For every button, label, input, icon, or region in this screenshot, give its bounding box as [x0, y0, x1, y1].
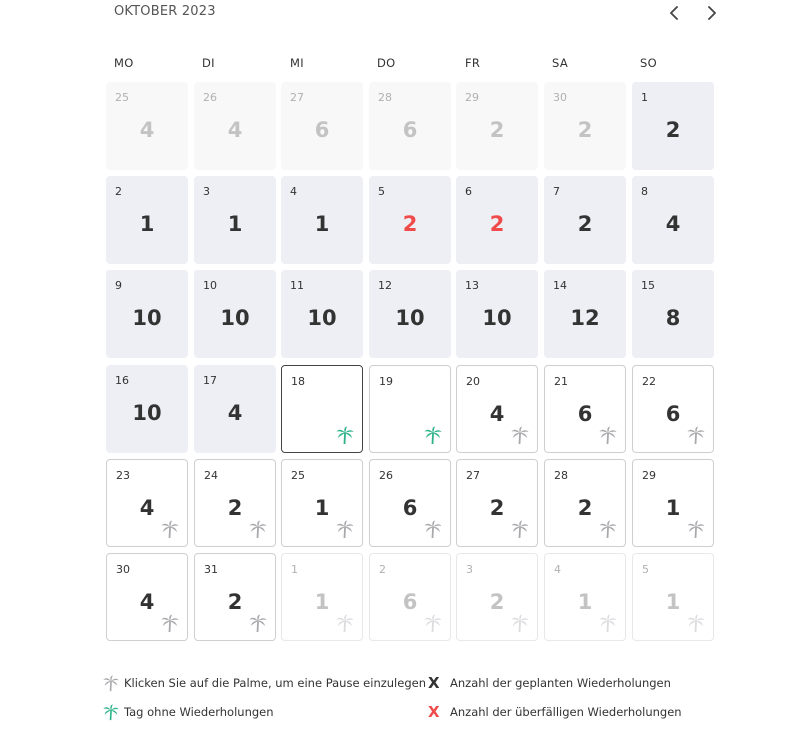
- palm-inactive-icon[interactable]: [686, 519, 706, 539]
- legend-rest-day-text: Tag ohne Wiederholungen: [124, 705, 274, 719]
- day-number: 11: [290, 279, 304, 292]
- palm-inactive-icon[interactable]: [423, 519, 443, 539]
- day-number: 15: [641, 279, 655, 292]
- calendar-day-cell: [106, 365, 188, 453]
- day-number: 24: [204, 469, 218, 482]
- palm-inactive-icon[interactable]: [248, 613, 268, 633]
- calendar-day-cell: [106, 270, 188, 358]
- planned-count: 1: [314, 590, 330, 614]
- planned-count: 2: [665, 118, 681, 142]
- weekday-label: SO: [640, 56, 657, 70]
- day-number: 1: [291, 563, 298, 576]
- day-number: 4: [554, 563, 561, 576]
- calendar-day-cell[interactable]: [194, 553, 276, 641]
- calendar-day-cell: [281, 176, 363, 264]
- day-number: 12: [378, 279, 392, 292]
- calendar-day-cell: [194, 270, 276, 358]
- planned-count: 2: [577, 212, 593, 236]
- planned-count: 10: [220, 306, 250, 330]
- calendar-day-cell: [456, 82, 538, 170]
- day-number: 26: [203, 91, 217, 104]
- planned-count: 1: [665, 590, 681, 614]
- calendar-day-cell: [369, 553, 451, 641]
- palm-inactive-icon[interactable]: [160, 613, 180, 633]
- day-number: 27: [290, 91, 304, 104]
- calendar-day-cell: [456, 553, 538, 641]
- planned-count: 4: [227, 401, 243, 425]
- calendar-day-cell[interactable]: [106, 459, 188, 547]
- palm-inactive-icon[interactable]: [510, 519, 530, 539]
- calendar-day-cell[interactable]: [544, 365, 626, 453]
- calendar-day-cell[interactable]: [456, 459, 538, 547]
- day-number: 6: [465, 185, 472, 198]
- calendar-day-cell[interactable]: [632, 365, 714, 453]
- palm-active-icon: [102, 703, 124, 721]
- planned-count: 2: [489, 496, 505, 520]
- day-number: 14: [553, 279, 567, 292]
- planned-count: 6: [402, 118, 418, 142]
- palm-inactive-icon[interactable]: [598, 519, 618, 539]
- planned-count: 1: [665, 496, 681, 520]
- calendar-day-cell[interactable]: [281, 459, 363, 547]
- palm-active-icon[interactable]: [423, 425, 443, 445]
- calendar-day-cell: [632, 82, 714, 170]
- weekday-label: SA: [552, 56, 568, 70]
- legend-rest-day: [102, 703, 274, 721]
- next-month-button[interactable]: [700, 4, 724, 24]
- weekday-label: DO: [377, 56, 396, 70]
- planned-count: 1: [139, 212, 155, 236]
- prev-month-button[interactable]: [662, 4, 686, 24]
- chevron-left-icon: [668, 5, 680, 24]
- calendar-day-cell: [194, 176, 276, 264]
- planned-count: 12: [570, 306, 600, 330]
- legend-planned-text: Anzahl der geplanten Wiederholungen: [450, 676, 671, 690]
- planned-x-mark: X: [428, 674, 440, 692]
- palm-faded-icon: [598, 613, 618, 633]
- day-number: 25: [291, 469, 305, 482]
- planned-count: 1: [227, 212, 243, 236]
- day-number: 5: [642, 563, 649, 576]
- day-number: 28: [554, 469, 568, 482]
- palm-inactive-icon[interactable]: [248, 519, 268, 539]
- planned-count: 6: [314, 118, 330, 142]
- calendar-day-cell: [632, 270, 714, 358]
- planned-count: 10: [395, 306, 425, 330]
- calendar-day-cell[interactable]: [456, 365, 538, 453]
- calendar-day-cell: [632, 176, 714, 264]
- day-number: 7: [553, 185, 560, 198]
- calendar-day-cell[interactable]: [632, 459, 714, 547]
- chevron-right-icon: [706, 5, 718, 24]
- day-number: 10: [203, 279, 217, 292]
- day-number: 2: [115, 185, 122, 198]
- day-number: 9: [115, 279, 122, 292]
- day-number: 21: [554, 375, 568, 388]
- planned-count: 6: [402, 496, 418, 520]
- day-number: 1: [641, 91, 648, 104]
- palm-faded-icon: [423, 613, 443, 633]
- day-number: 20: [466, 375, 480, 388]
- planned-count: 1: [314, 212, 330, 236]
- palm-inactive-icon[interactable]: [510, 425, 530, 445]
- legend-palm-click-text: Klicken Sie auf die Palme, um eine Pause einzulegen: [124, 676, 426, 690]
- day-number: 8: [641, 185, 648, 198]
- planned-count: 4: [139, 590, 155, 614]
- overdue-x-mark: X: [428, 703, 440, 721]
- calendar-day-cell: [369, 176, 451, 264]
- calendar-day-cell[interactable]: [544, 459, 626, 547]
- day-number: 28: [378, 91, 392, 104]
- month-label: OKTOBER 2023: [114, 4, 216, 19]
- day-number: 29: [642, 469, 656, 482]
- legend-overdue-text: Anzahl der überfälligen Wiederholungen: [450, 705, 682, 719]
- palm-faded-icon: [510, 613, 530, 633]
- day-number: 27: [466, 469, 480, 482]
- legend-planned: [428, 674, 671, 692]
- day-number: 30: [116, 563, 130, 576]
- calendar-header: [114, 4, 724, 22]
- day-number: 18: [291, 375, 305, 388]
- palm-active-icon[interactable]: [335, 425, 355, 445]
- planned-count: 6: [577, 402, 593, 426]
- weekday-label: MI: [290, 56, 304, 70]
- planned-count: 1: [577, 590, 593, 614]
- planned-count: 4: [227, 118, 243, 142]
- planned-count: 2: [577, 496, 593, 520]
- planned-count: 10: [132, 401, 162, 425]
- day-number: 30: [553, 91, 567, 104]
- day-number: 19: [379, 375, 393, 388]
- calendar-day-cell: [456, 176, 538, 264]
- planned-count: 2: [489, 118, 505, 142]
- calendar-day-cell: [544, 176, 626, 264]
- calendar-day-cell: [281, 553, 363, 641]
- weekday-label: MO: [114, 56, 134, 70]
- planned-count: 10: [132, 306, 162, 330]
- calendar-day-cell: [281, 270, 363, 358]
- day-number: 23: [116, 469, 130, 482]
- calendar-day-cell: [369, 82, 451, 170]
- calendar-day-cell: [544, 553, 626, 641]
- overdue-count: 2: [489, 212, 505, 236]
- planned-count: 8: [665, 306, 681, 330]
- calendar-day-cell[interactable]: [194, 459, 276, 547]
- planned-count: 4: [139, 496, 155, 520]
- palm-inactive-icon[interactable]: [335, 519, 355, 539]
- day-number: 17: [203, 374, 217, 387]
- legend-palm-click: [102, 674, 426, 692]
- day-number: 22: [642, 375, 656, 388]
- planned-count: 2: [227, 590, 243, 614]
- day-number: 3: [203, 185, 210, 198]
- planned-count: 2: [577, 118, 593, 142]
- day-number: 29: [465, 91, 479, 104]
- day-number: 13: [465, 279, 479, 292]
- planned-count: 2: [489, 590, 505, 614]
- planned-count: 6: [402, 590, 418, 614]
- calendar-day-cell: [194, 82, 276, 170]
- day-number: 16: [115, 374, 129, 387]
- planned-count: 6: [665, 402, 681, 426]
- weekday-label: FR: [465, 56, 481, 70]
- day-number: 26: [379, 469, 393, 482]
- legend-overdue: [428, 703, 682, 721]
- weekday-row: [106, 56, 716, 72]
- palm-inactive-icon[interactable]: [160, 519, 180, 539]
- calendar-day-cell[interactable]: [369, 459, 451, 547]
- planned-count: 10: [482, 306, 512, 330]
- palm-inactive-icon: [102, 674, 124, 692]
- calendar-day-cell: [369, 270, 451, 358]
- calendar-day-cell[interactable]: [106, 553, 188, 641]
- day-number: 31: [204, 563, 218, 576]
- day-number: 2: [379, 563, 386, 576]
- calendar-day-cell: [194, 365, 276, 453]
- calendar-day-cell: [544, 82, 626, 170]
- palm-inactive-icon[interactable]: [686, 425, 706, 445]
- calendar-day-cell: [281, 82, 363, 170]
- calendar-day-cell: [456, 270, 538, 358]
- calendar-day-cell: [632, 553, 714, 641]
- calendar-day-cell: [106, 82, 188, 170]
- day-number: 25: [115, 91, 129, 104]
- planned-count: 2: [227, 496, 243, 520]
- weekday-label: DI: [202, 56, 215, 70]
- calendar-day-cell: [106, 176, 188, 264]
- calendar-day-cell[interactable]: [281, 365, 363, 453]
- palm-faded-icon: [686, 613, 706, 633]
- calendar-grid: [106, 82, 716, 642]
- palm-faded-icon: [335, 613, 355, 633]
- planned-count: 4: [665, 212, 681, 236]
- planned-count: 1: [314, 496, 330, 520]
- legend: [100, 672, 720, 732]
- planned-count: 10: [307, 306, 337, 330]
- calendar-day-cell: [544, 270, 626, 358]
- day-number: 4: [290, 185, 297, 198]
- planned-count: 4: [489, 402, 505, 426]
- palm-inactive-icon[interactable]: [598, 425, 618, 445]
- overdue-count: 2: [402, 212, 418, 236]
- day-number: 3: [466, 563, 473, 576]
- calendar-day-cell[interactable]: [369, 365, 451, 453]
- day-number: 5: [378, 185, 385, 198]
- planned-count: 4: [139, 118, 155, 142]
